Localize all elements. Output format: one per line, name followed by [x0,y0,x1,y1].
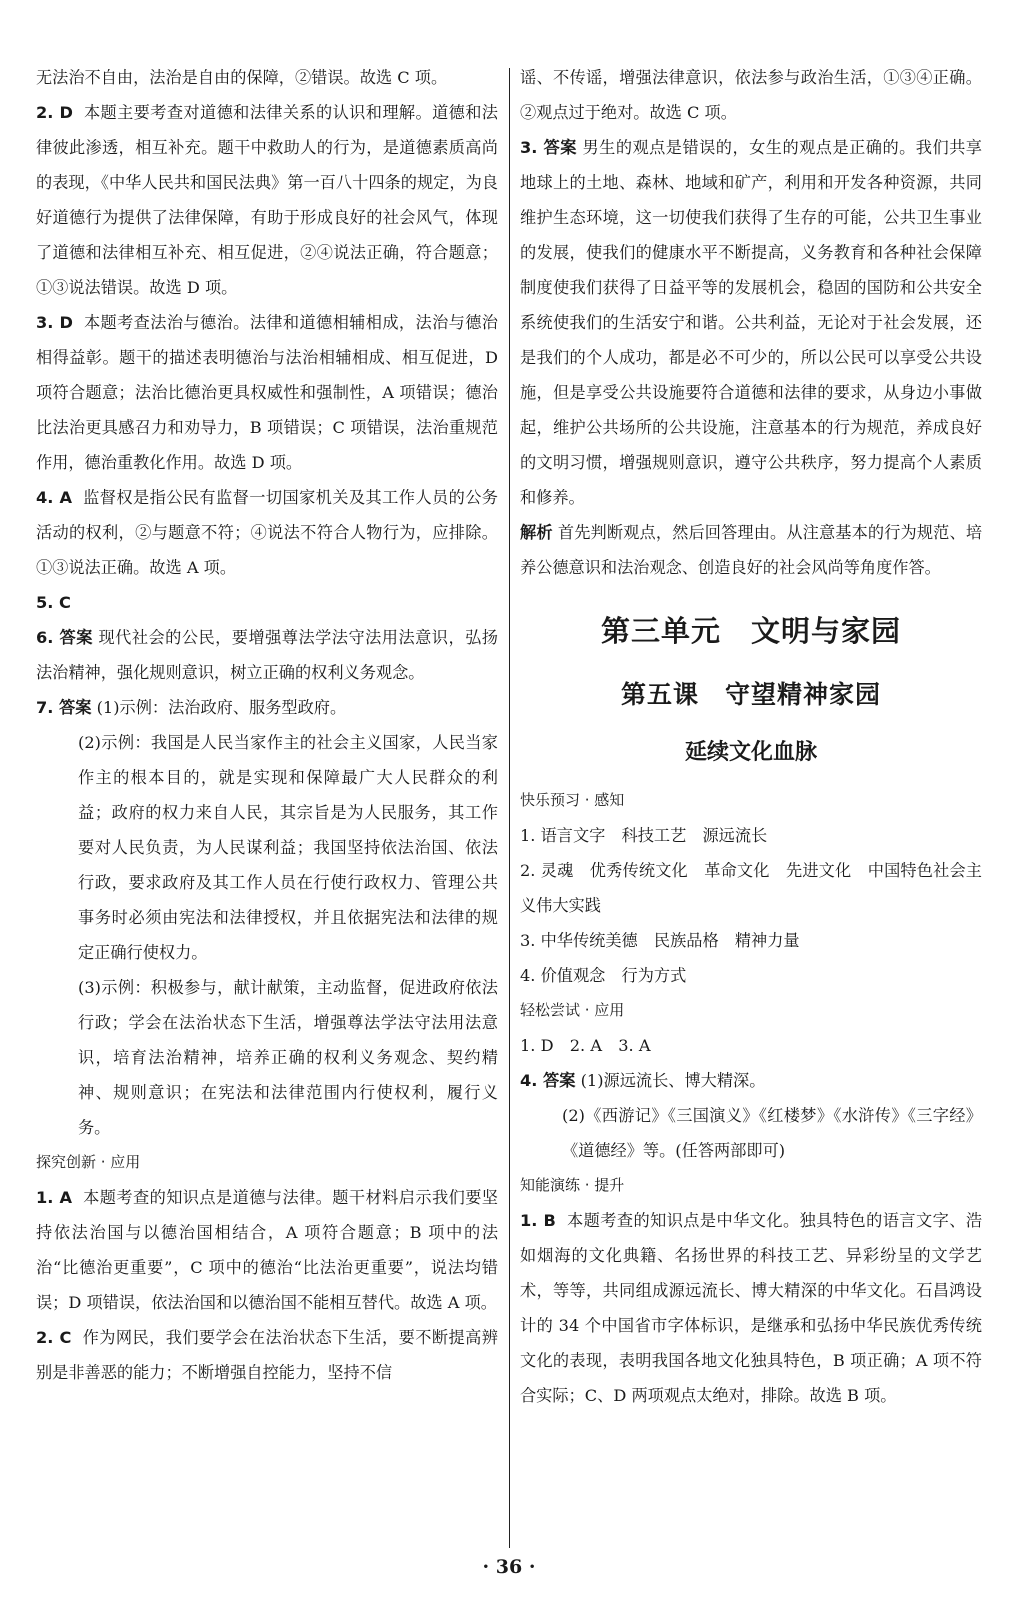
topic-title: 延续文化血脉 [684,740,817,765]
preview-item-3: 3. 中华传统美德 民族品格 精神力量 [520,931,800,950]
explore-answer-2: 2. C 作为网民，我们要学会在法治状态下生活，要不断提高辨别是非善恶的能力；不断增强自控能力，坚持不信 [36,1328,498,1382]
answer-7-part-3: (3)示例：积极参与，献计献策，主动监督，促进政府依法行政；学会在法治状态下生活，增强尊法学法守法用法意识，培育法治精神，培养正确的权利义务观念、契约精神、规则意识；在宪法和法律范围内行使权利，履行义务。 [78,978,498,1137]
answer-7-part-2: (2)示例：我国是人民当家作主的社会主义国家，人民当家作主的根本目的，就是实现和保障最广大人民群众的利益；政府的权力来自人民，其宗旨是为人民服务，其工作要对人民负责，为人民谋利益；我国坚持依法治国、依法行政，要求政府及其工作人员在行使行政权力、管理公共事务时必须由宪法和法律授权，并且依据宪法和法律的规定正确行使权力。 [78,733,498,962]
try-answer-4-part-2: (2)《西游记》《三国演义》《红楼梦》《水浒传》《三字经》《道德经》等。(任答两部即可) [562,1106,982,1160]
answer-3-right: 3. 答案 男生的观点是错误的，女生的观点是正确的。我们共享地球上的土地、森林、地域和矿产，利用和开发各种资源，共同维护生态环境，这一切使我们获得了生存的可能，公共卫生事业的发展，使我们的健康水平不断提高，义务教育和各种社会保障制度使我们获得了日益平等的发展机会，稳固的国防和公共安全系统使我们的生活安宁和谐。公共利益，无论对于社会发展，还是我们的个人成功，都是必不可少的，所以公民可以享受公共设施，但是享受公共设施要符合道德和法律的要求，从身边小事做起，维护公共场所的公共设施，注意基本的行为规范，养成良好的文明习惯，增强规则意识，遵守公共秩序，努力提高个人素质和修养。 [520,138,982,507]
right-column [520,60,982,1413]
try-answer-4: 4. 答案 (1)源远流长、博大精深。 [520,1071,766,1090]
left-column [36,60,498,1390]
left-continuation: 无法治不自由，法治是自由的保障，②错误。故选 C 项。 [36,68,448,87]
preview-item-1: 1. 语言文字 科技工艺 源远流长 [520,826,768,845]
analysis: 解析 首先判断观点，然后回答理由。从注意基本的行为规范、培养公德意识和法治观念、创造良好的社会风尚等角度作答。 [520,523,983,577]
answer-7: 7. 答案 (1)示例：法治政府、服务型政府。 [36,698,347,717]
answer-3: 3. D 本题考查法治与德治。法律和道德相辅相成，法治与德治相得益彰。题干的描述表明德治与法治相辅相成、相互促进，D 项符合题意；法治比德治更具权威性和强制性，A 项错误；德治比法治更具感召力和劝导力，B 项错误；C 项错误，法治重规范作用，德治重教化作用。故选 D 项。 [36,313,498,472]
column-divider [509,68,510,1548]
preview-item-4: 4. 价值观念 行为方式 [520,966,687,985]
right-continuation: 谣、不传谣，增强法律意识，依法参与政治生活，①③④正确。②观点过于绝对。故选 C 项。 [520,68,982,122]
section-heading-practice: 知能演练 · 提升 [520,1176,625,1194]
explore-answer-1: 1. A 本题考查的知识点是道德与法律。题干材料启示我们要坚持依法治国与以德治国相结合，A 项符合题意；B 项中的法治“比德治更重要”，C 项中的德治“比法治更重要”，说法均错误；D 项错误，依法治国和以德治国不能相互替代。故选 A 项。 [36,1188,498,1312]
practice-answer-1: 1. B 本题考查的知识点是中华文化。独具特色的语言文字、浩如烟海的文化典籍、名扬世界的科技工艺、异彩纷呈的文学艺术，等等，共同组成源远流长、博大精深的中华文化。石昌鸿设计的 34 个中国省市字体标识，是继承和弘扬中华民族优秀传统文化的表现，表明我国各地文化独具特色，B 项正确；A 项不符合实际；C、D 两项观点太绝对，排除。故选 B 项。 [520,1211,983,1405]
preview-item-2: 2. 灵魂 优秀传统文化 革命文化 先进文化 中国特色社会主义伟大实践 [520,861,982,915]
unit-title: 第三单元 文明与家园 [600,614,901,648]
answer-2: 2. D 本题主要考查对道德和法律关系的认识和理解。道德和法律彼此渗透，相互补充。题干中救助人的行为，是道德素质高尚的表现，《中华人民共和国民法典》第一百八十四条的规定，为良好道德行为提供了法律保障，有助于形成良好的社会风气，体现了道德和法律相互补充、相互促进，②④说法正确，符合题意；①③说法错误。故选 D 项。 [36,103,498,297]
answer-4: 4. A 监督权是指公民有监督一切国家机关及其工作人员的公务活动的权利，②与题意不符；④说法不符合人物行为，应排除。①③说法正确。故选 A 项。 [36,488,498,577]
answer-6: 6. 答案 现代社会的公民，要增强尊法学法守法用法意识，弘扬法治精神，强化规则意识，树立正确的权利义务观念。 [36,628,498,682]
section-heading-explore: 探究创新 · 应用 [36,1153,141,1171]
answer-5: 5. C [36,593,71,612]
page-number: · 36 · [482,1556,536,1578]
lesson-title: 第五课 守望精神家园 [620,680,881,709]
try-answers-1-3: 1. D 2. A 3. A [520,1036,651,1055]
section-heading-preview: 快乐预习 · 感知 [520,791,625,809]
section-heading-try: 轻松尝试 · 应用 [520,1001,625,1019]
